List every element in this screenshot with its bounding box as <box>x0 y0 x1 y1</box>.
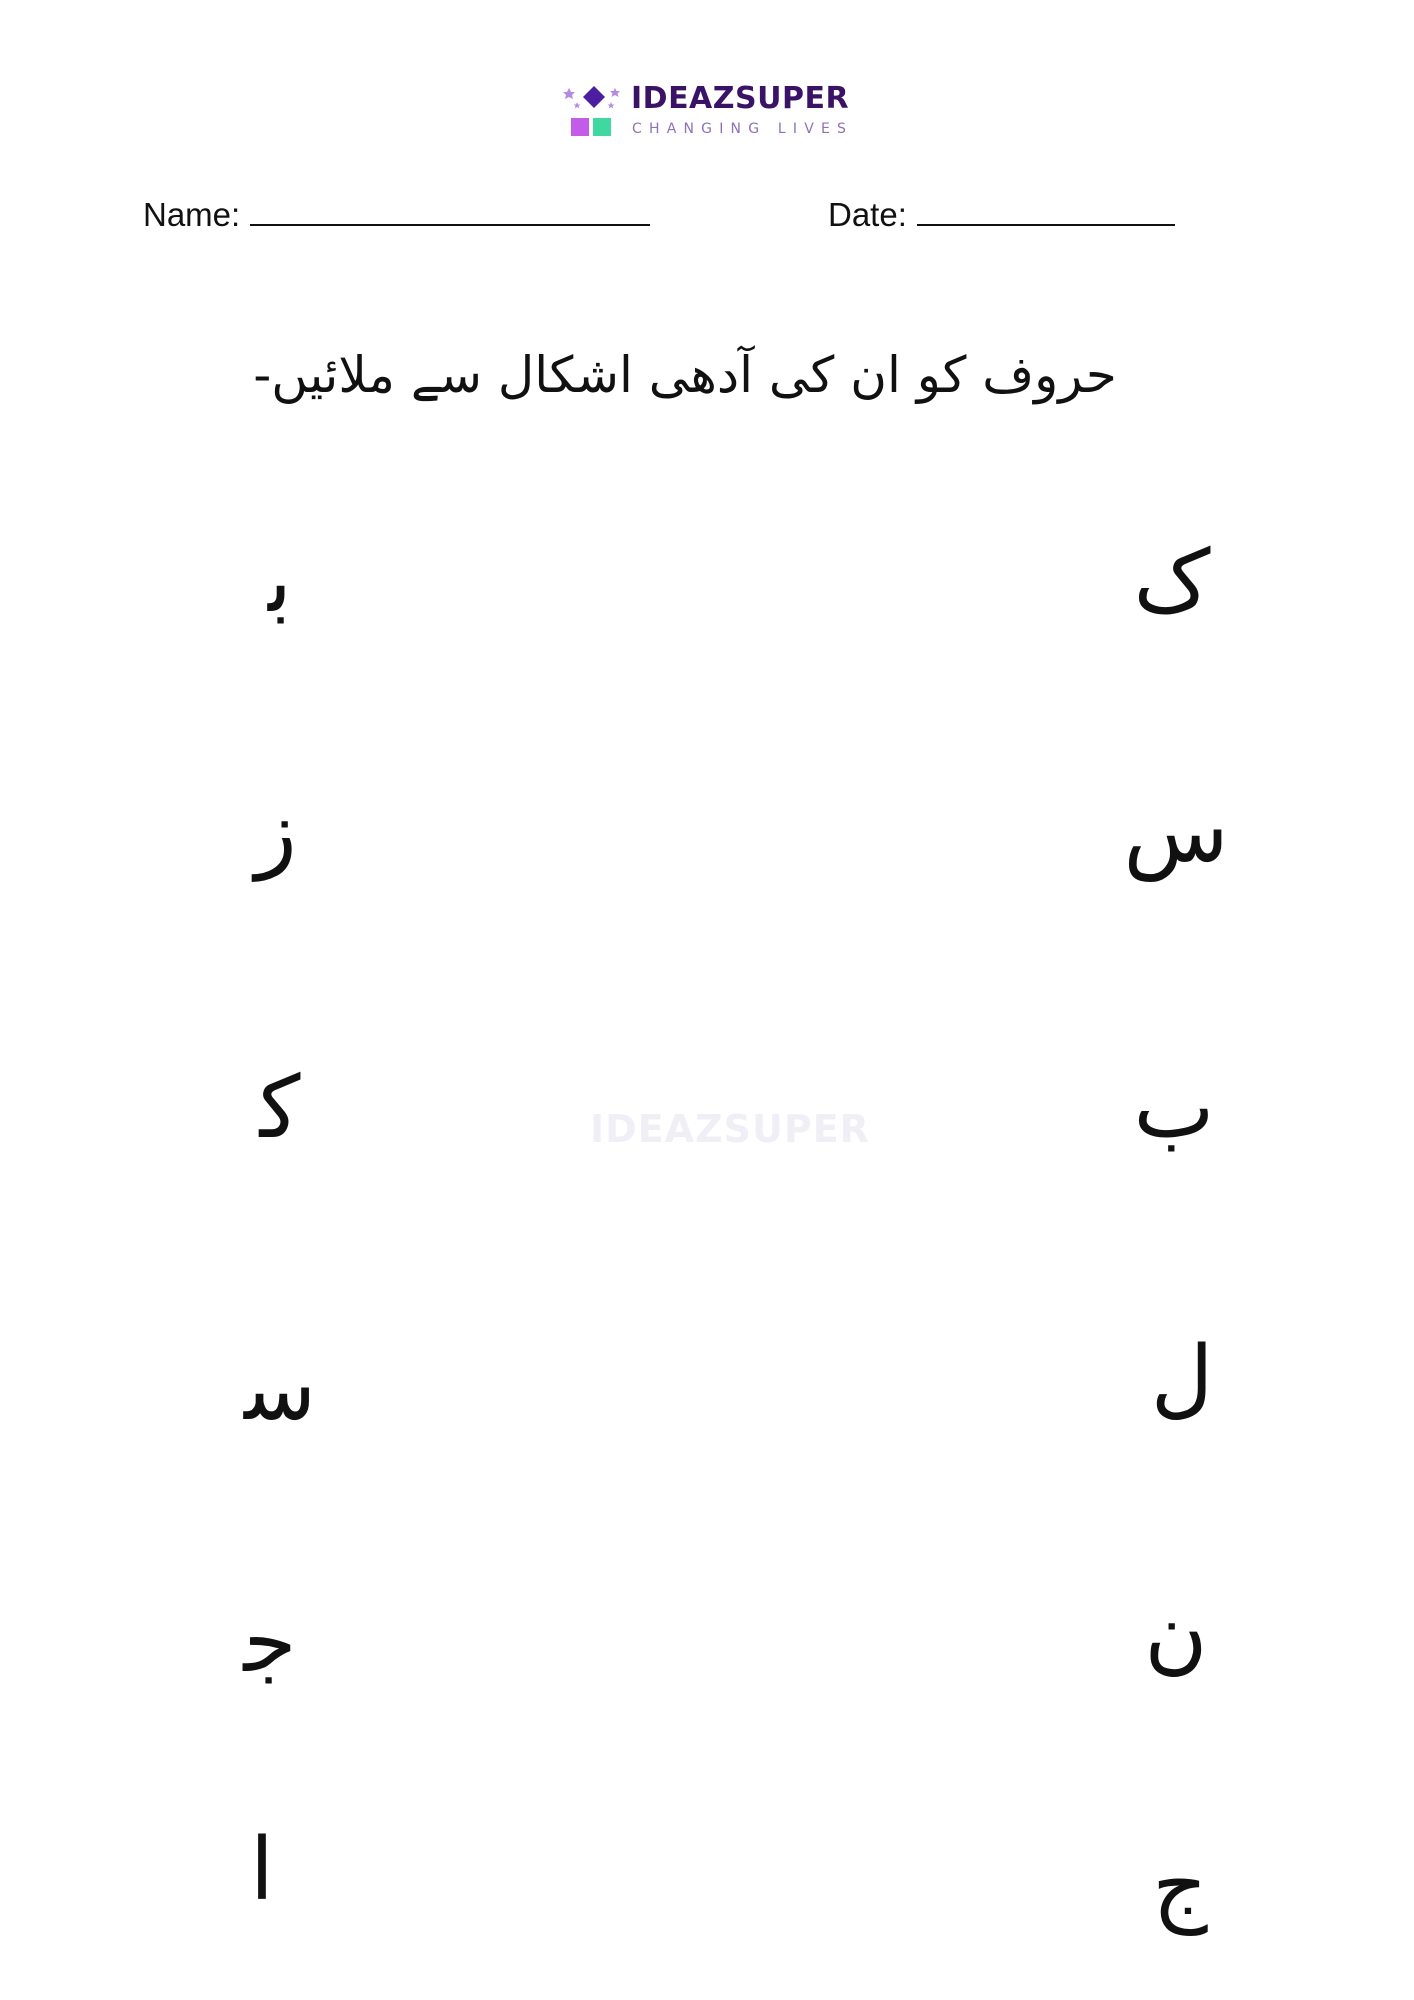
right-letter-3[interactable]: ب <box>1133 1058 1215 1158</box>
right-letter-6[interactable]: ج <box>1152 1836 1208 1936</box>
right-letter-4[interactable]: ل <box>1150 1328 1214 1428</box>
left-letter-6[interactable]: ا <box>250 1820 274 1920</box>
right-letter-2[interactable]: س <box>1123 782 1229 882</box>
left-letter-4[interactable]: ﺳ <box>243 1340 317 1440</box>
name-field[interactable] <box>143 198 650 231</box>
right-letter-1[interactable]: ک <box>1133 532 1211 632</box>
logo-name: IDEAZSUPER <box>631 81 850 116</box>
left-letter-1[interactable]: ﺑ <box>268 532 292 632</box>
logo <box>563 80 863 150</box>
date-blank-line[interactable] <box>917 200 1175 226</box>
right-letter-5[interactable]: ن <box>1144 1584 1208 1684</box>
date-field[interactable] <box>828 198 1175 231</box>
name-label: Name: <box>143 196 241 233</box>
left-letter-3[interactable]: ﮐ <box>259 1058 301 1158</box>
logo-tagline: CHANGING LIVES <box>632 121 854 137</box>
watermark: IDEAZSUPER <box>590 1107 870 1151</box>
logo-mark-icon <box>563 80 625 142</box>
instruction-heading: حروف کو ان کی آدھی اشکال سے ملائیں- <box>253 346 1117 404</box>
date-label: Date: <box>828 196 907 233</box>
left-letter-5[interactable]: ﺟ <box>243 1592 297 1692</box>
left-letter-2[interactable]: ز <box>255 782 297 882</box>
name-blank-line[interactable] <box>250 200 650 226</box>
